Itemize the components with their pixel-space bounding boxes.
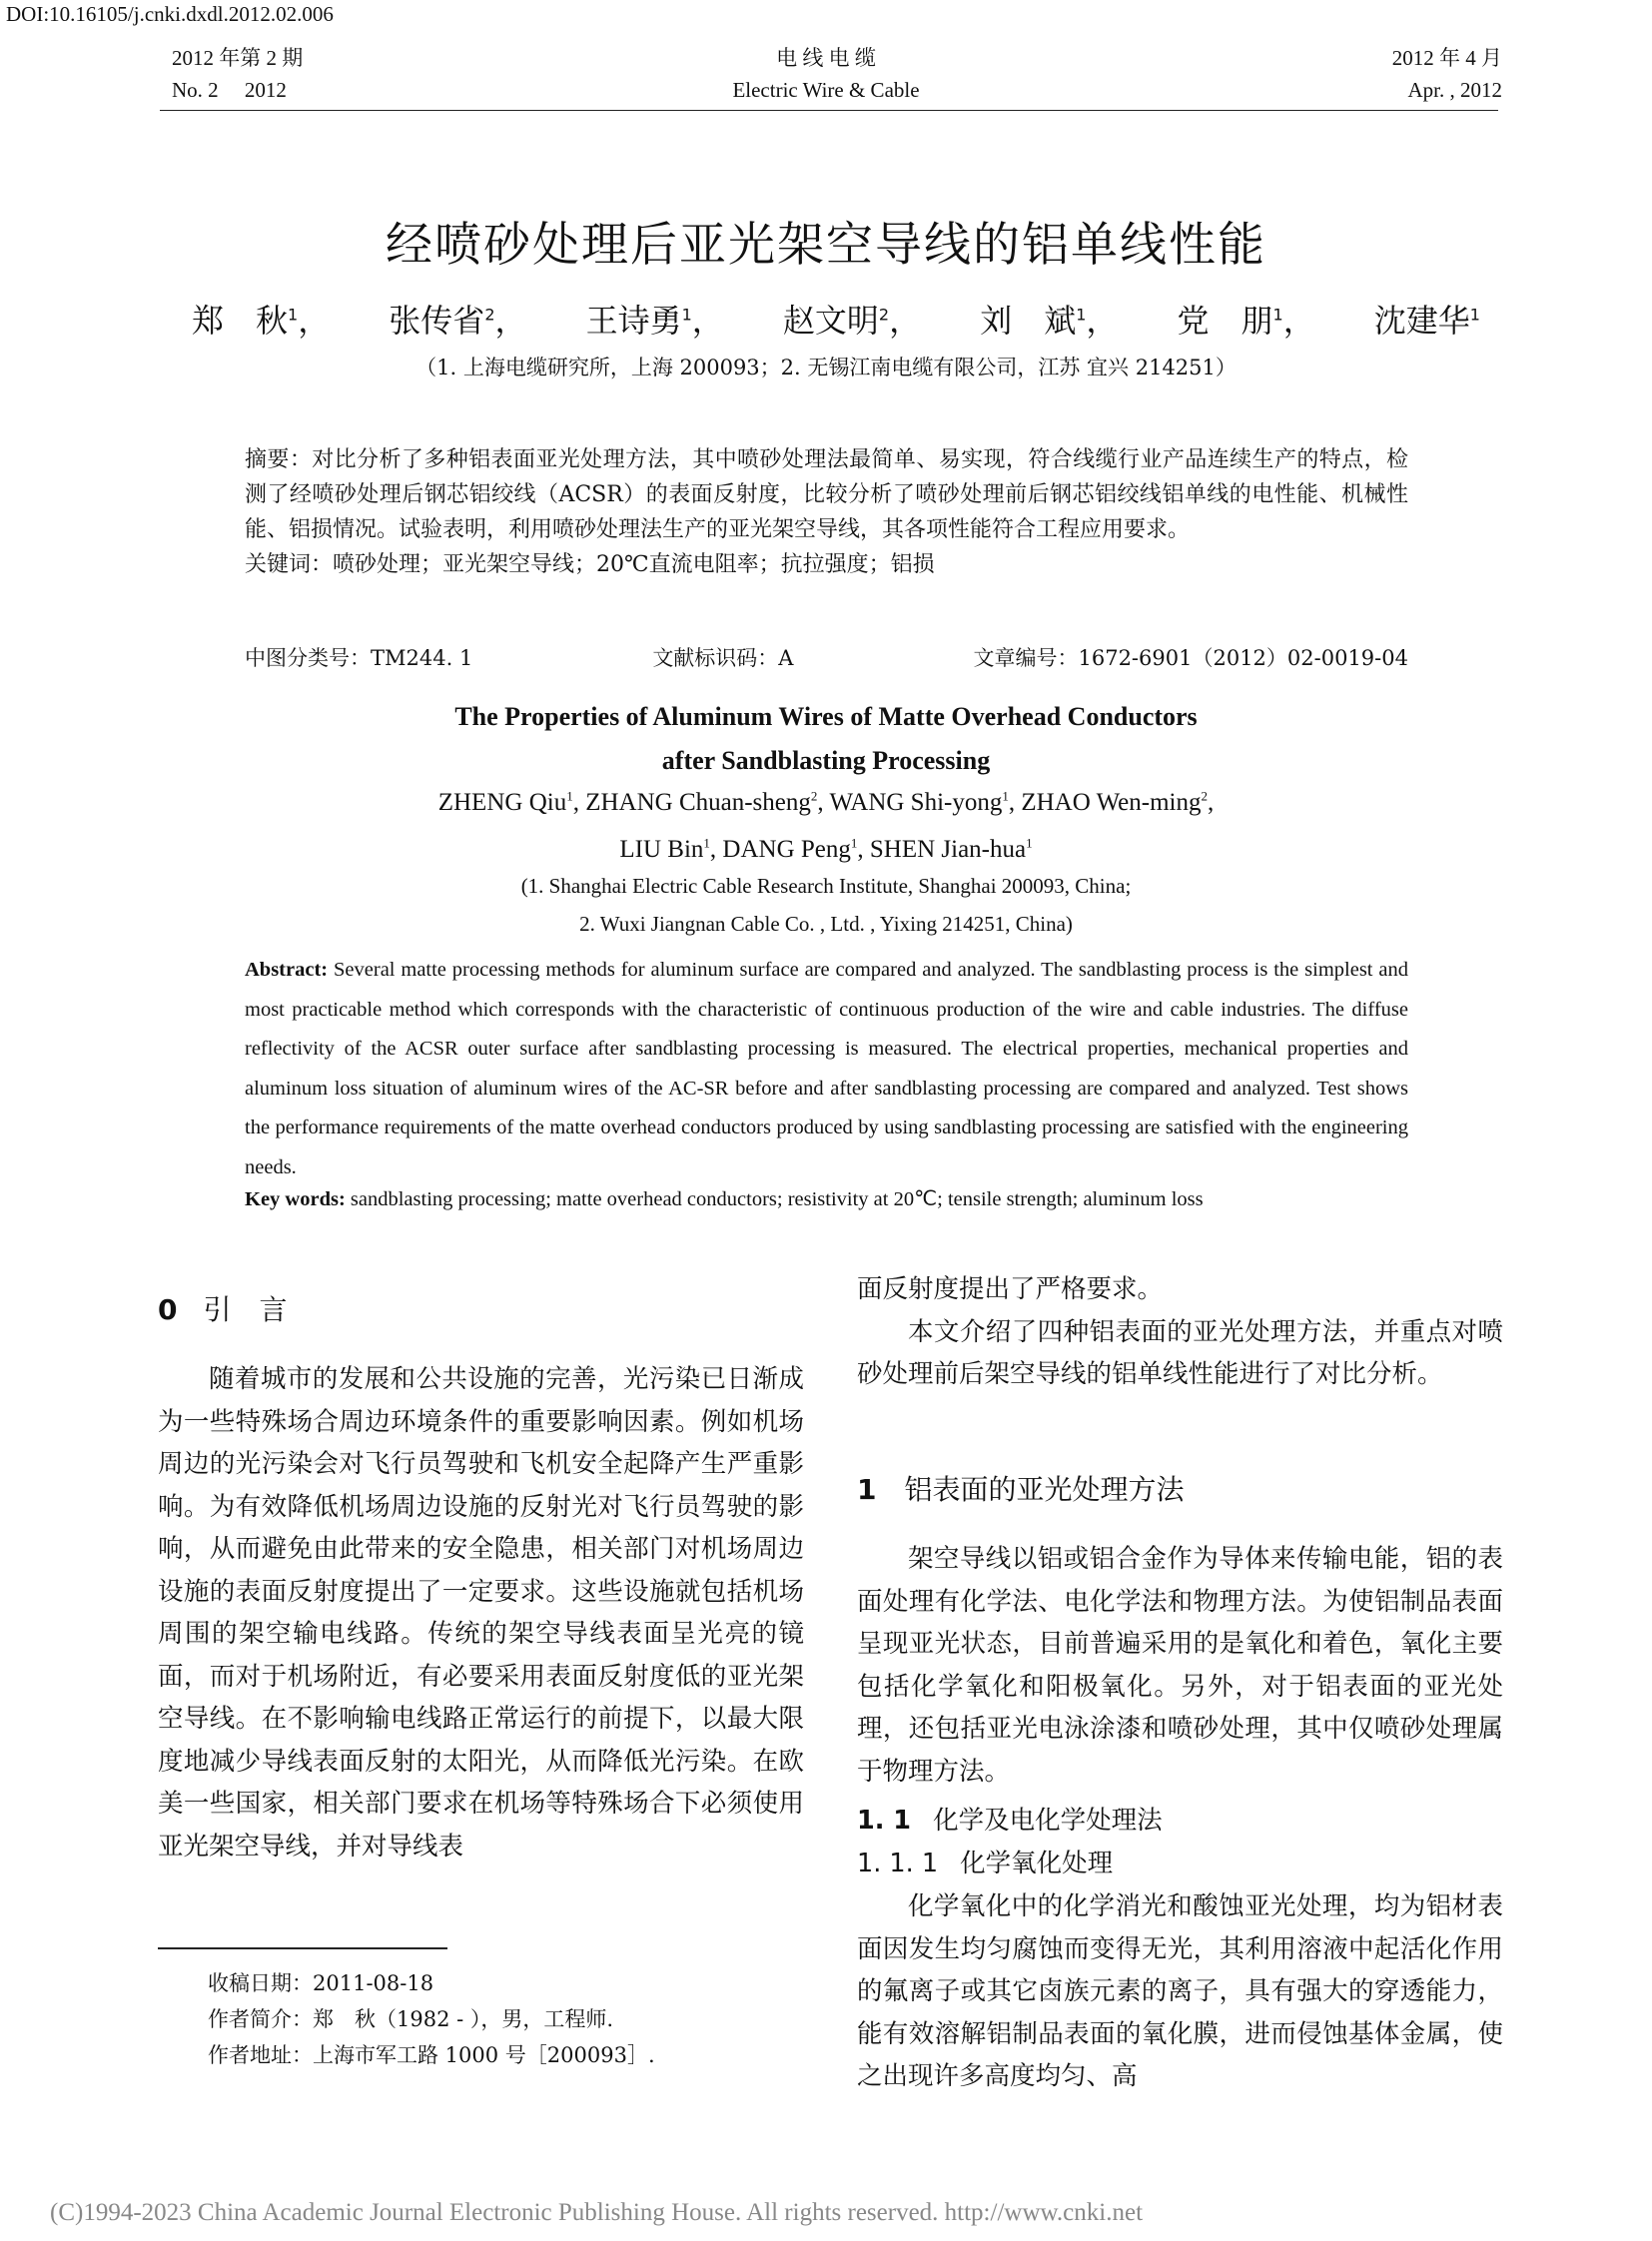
author-en: SHEN Jian-hua$^1$ (869, 835, 1033, 863)
author-cn: 郑 秋$^1$， (192, 302, 331, 340)
section-0-body (158, 1358, 804, 1868)
footnote-divider (158, 1947, 447, 1949)
keywords-en-label: Key words: (245, 1188, 346, 1210)
author-cn: 党 朋$^1$， (1177, 302, 1315, 340)
right-column-top (857, 1268, 1503, 1396)
author-en: LIU Bin$^1$, (619, 835, 723, 863)
paper-title-cn: 经喷砂处理后亚光架空导线的铝单线性能 (386, 218, 1266, 273)
affiliation-cn: （1. 上海电缆研究所，上海 200093；2. 无锡江南电缆有限公司，江苏 宜兴 214251） (415, 356, 1237, 379)
date-cn: 2012 年 4 月 (1391, 46, 1502, 70)
author-list-cn (192, 296, 1480, 342)
author-list-en (0, 777, 1652, 870)
abstract-en-text: Several matte processing methods for aluminum surface are compared and analyzed. The sandblasting process is the simplest and most practicable method which corresponds with the characteristic of continuous production of the wire and cable industries. The diffuse reflectivity of the ACSR outer surface after sandblasting processing is measured. The electrical properties, mechanical properties and aluminum loss situation of aluminum wires of the AC-SR before and after sandblasting processing are compared and analyzed. Test shows the performance requirements of the matte overhead conductors produced by using sandblasting processing are satisfied with the engineering needs. (245, 959, 1408, 1178)
article-number: 文章编号：1672-6901（2012）02-0019-04 (973, 646, 1408, 670)
author-en: WANG Shi-yong$^1$, (829, 789, 1022, 817)
doi-label: DOI:10.16105/j.cnki.dxdl.2012.02.006 (6, 2, 334, 26)
section-1-body (857, 1538, 1503, 1793)
author-cn: 刘 斌$^1$， (980, 302, 1119, 340)
affiliation-en: (1. Shanghai Electric Cable Research Institute, Shanghai 200093, China; 2. Wuxi Jiangnan Cable Co. , Ltd. , Yixing 214251, China) (520, 874, 1132, 936)
section-1-1-1-heading: 1. 1. 1 化学氧化处理 (857, 1849, 1114, 1878)
journal-name-en: Electric Wire & Cable (732, 78, 920, 102)
keywords-en (245, 1186, 1413, 1211)
paper-title-en: The Properties of Aluminum Wires of Matte Overhead Conductors after Sandblasting Processing (454, 702, 1198, 775)
footnote-address: 作者地址：上海市军工路 1000 号［200093］. (208, 2043, 655, 2067)
paragraph: 化学氧化中的化学消光和酸蚀亚光处理，均为铝材表面因发生均匀腐蚀而变得无光，其利用溶液中起活化作用的氟离子或其它卤族元素的离子，具有强大的穿透能力，能有效溶解铝制品表面的氧化膜，进而侵蚀基体金属，使之出现许多高度均匀、高 (857, 1891, 1503, 2091)
abstract-cn-text: 摘要：对比分析了多种铝表面亚光处理方法，其中喷砂处理法最简单、易实现，符合线缆行业产品连续生产的特点，检测了经喷砂处理后钢芯铝绞线（ACSR）的表面反射度，比较分析了喷砂处理前后钢芯铝绞线铝单线的电性能、机械性能、铝损情况。试验表明，利用喷砂处理法生产的亚光架空导线，其各项性能符合工程应用要求。 (245, 447, 1408, 542)
footnote-received: 收稿日期：2011-08-18 (208, 1971, 434, 1995)
abstract-en (245, 951, 1408, 1188)
copyright-notice: (C)1994-2023 China Academic Journal Electronic Publishing House. All rights reserved. http://www.cnki.net (50, 2199, 1144, 2226)
author-en: ZHAO Wen-ming$^2$, (1021, 789, 1215, 817)
document-code: 文献标识码：A (652, 646, 794, 670)
footnote-author: 作者简介：郑 秋（1982 - ），男，工程师. (208, 2007, 614, 2031)
author-cn: 王诗勇$^1$， (585, 302, 724, 340)
paragraph: 面反射度提出了严格要求。 (857, 1274, 1164, 1304)
journal-name-cn: 电 线 电 缆 (776, 46, 876, 70)
date-en: Apr. , 2012 (1407, 78, 1502, 102)
classification-row (245, 642, 1408, 672)
author-cn: 张传省$^2$， (389, 302, 527, 340)
paragraph: 架空导线以铝或铝合金作为导体来传输电能，铝的表面处理有化学法、电化学法和物理方法。为使铝制品表面呈现亚光状态，目前普遍采用的是氧化和着色，氧化主要包括化学氧化和阳极氧化。另外，对于铝表面的亚光处理，还包括亚光电泳涂漆和喷砂处理，其中仅喷砂处理属于物理方法。 (857, 1544, 1503, 1787)
header-divider (160, 110, 1498, 111)
author-en: ZHENG Qiu$^1$, (437, 789, 586, 817)
keywords-en-text: sandblasting processing; matte overhead conductors; resistivity at 20℃; tensile strength; aluminum loss (350, 1188, 1204, 1210)
journal-date (1392, 42, 1502, 106)
clc-number: 中图分类号：TM244. 1 (245, 646, 473, 670)
abstract-en-label: Abstract: (245, 959, 329, 981)
author-en: ZHANG Chuan-sheng$^2$, (585, 789, 830, 817)
section-1-1-heading: 1. 1 化学及电化学处理法 (857, 1806, 1163, 1836)
section-1-heading: 1 铝表面的亚光处理方法 (857, 1473, 1185, 1506)
section-0-heading: 0 引 言 (158, 1293, 288, 1326)
issue-en: No. 2 2012 (172, 78, 287, 102)
keywords-cn: 关键词：喷砂处理；亚光架空导线；20℃直流电阻率；抗拉强度；铝损 (245, 552, 935, 577)
paragraph: 随着城市的发展和公共设施的完善，光污染已日渐成为一些特殊场合周边环境条件的重要影响因素。例如机场周边的光污染会对飞行员驾驶和飞机安全起降产生严重影响。为有效降低机场周边设施的反射光对飞行员驾驶的影响，从而避免由此带来的安全隐患，相关部门对机场周边设施的表面反射度提出了一定要求。这些设施就包括机场周围的架空输电线路。传统的架空导线表面呈光亮的镜面，而对于机场附近，有必要采用表面反射度低的亚光架空导线。在不影响输电线路正常运行的前提下，以最大限度地减少导线表面反射的太阳光，从而降低光污染。在欧美一些国家，相关部门要求在机场等特殊场合下必须使用亚光架空导线，并对导线表 (158, 1364, 804, 1862)
paragraph: 本文介绍了四种铝表面的亚光处理方法，并重点对喷砂处理前后架空导线的铝单线性能进行了对比分析。 (857, 1316, 1503, 1389)
author-cn: 赵文明$^2$， (782, 302, 922, 340)
issue-cn: 2012 年第 2 期 (172, 46, 304, 70)
abstract-cn (245, 442, 1408, 582)
author-en: DANG Peng$^1$, (722, 835, 870, 863)
section-1-1-1-body (857, 1885, 1503, 2098)
author-cn: 沈建华$^1$ (1373, 302, 1480, 340)
